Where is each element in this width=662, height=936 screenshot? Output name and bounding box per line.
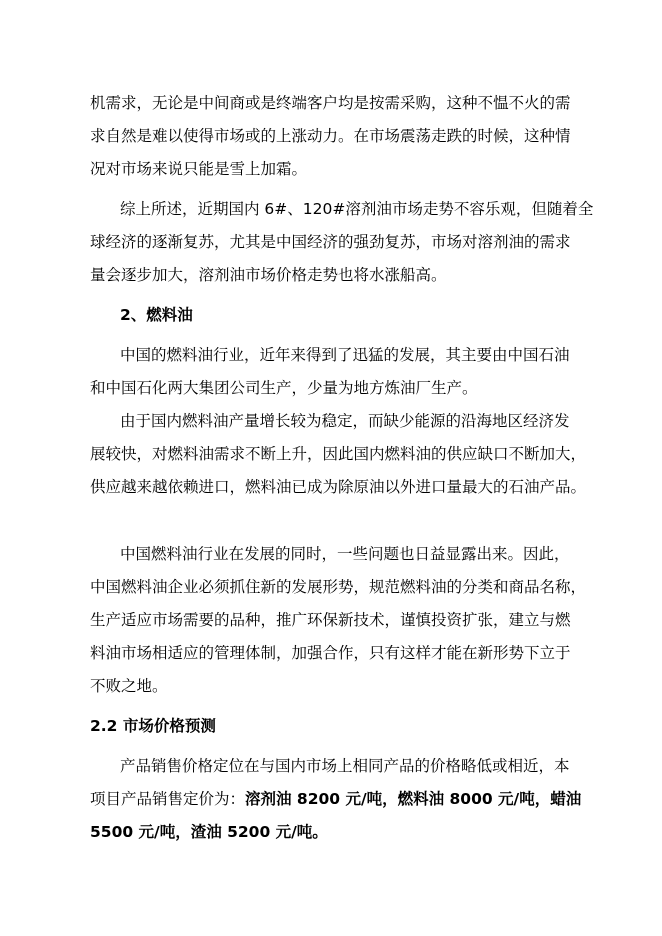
paragraph-line: 和中国石化两大集团公司生产，少量为地方炼油厂生产。: [90, 379, 478, 397]
paragraph-line: 料油市场相适应的管理体制，加强合作，只有这样才能在新形势下立于: [90, 644, 571, 662]
paragraph-line: 球经济的逐渐复苏，尤其是中国经济的强劲复苏，市场对溶剂油的需求: [90, 233, 571, 251]
paragraph-line: 求自然是难以使得市场或的上涨动力。在市场震荡走跌的时候，这种情: [90, 127, 571, 145]
paragraph-line: 生产适应市场需要的品种，推广环保新技术，谨慎投资扩张，建立与燃: [90, 611, 571, 629]
paragraph-line: 产品销售价格定位在与国内市场上相同产品的价格略低或相近，本: [120, 757, 570, 775]
paragraph-line: 中国燃料油企业必须抓住新的发展形势，规范燃料油的分类和商品名称，: [90, 578, 587, 596]
section-heading-fuel-oil: 2、燃料油: [120, 306, 193, 324]
paragraph-line: 量会逐步加大，溶剂油市场价格走势也将水涨船高。: [90, 266, 447, 284]
paragraph-line: 机需求，无论是中间商或是终端客户均是按需采购，这种不愠不火的需: [90, 94, 571, 112]
paragraph-line-pricing: [90, 789, 581, 809]
pricing-values: 溶剂油 8200 元/吨，燃料油 8000 元/吨，蜡油: [245, 790, 582, 808]
pricing-intro: 项目产品销售定价为：: [90, 790, 246, 808]
paragraph-line: 由于国内燃料油产量增长较为稳定，而缺少能源的沿海地区经济发: [120, 412, 570, 430]
paragraph-line: 供应越来越依赖进口，燃料油已成为除原油以外进口量最大的石油产品。: [90, 478, 587, 496]
paragraph-line: 中国的燃料油行业，近年来得到了迅猛的发展，其主要由中国石油: [120, 346, 570, 364]
paragraph-line-pricing-cont: 5500 元/吨，渣油 5200 元/吨。: [90, 823, 328, 841]
paragraph-line: 展较快，对燃料油需求不断上升，因此国内燃料油的供应缺口不断加大，: [90, 445, 587, 463]
paragraph-line: 况对市场来说只能是雪上加霜。: [90, 160, 308, 178]
section-heading-price-forecast: 2.2 市场价格预测: [90, 717, 216, 735]
paragraph-line: 不败之地。: [90, 677, 168, 695]
paragraph-line: 综上所述，近期国内 6#、120#溶剂油市场走势不容乐观，但随着全: [120, 200, 594, 218]
paragraph-line: 中国燃料油行业在发展的同时，一些问题也日益显露出来。因此，: [120, 545, 570, 563]
